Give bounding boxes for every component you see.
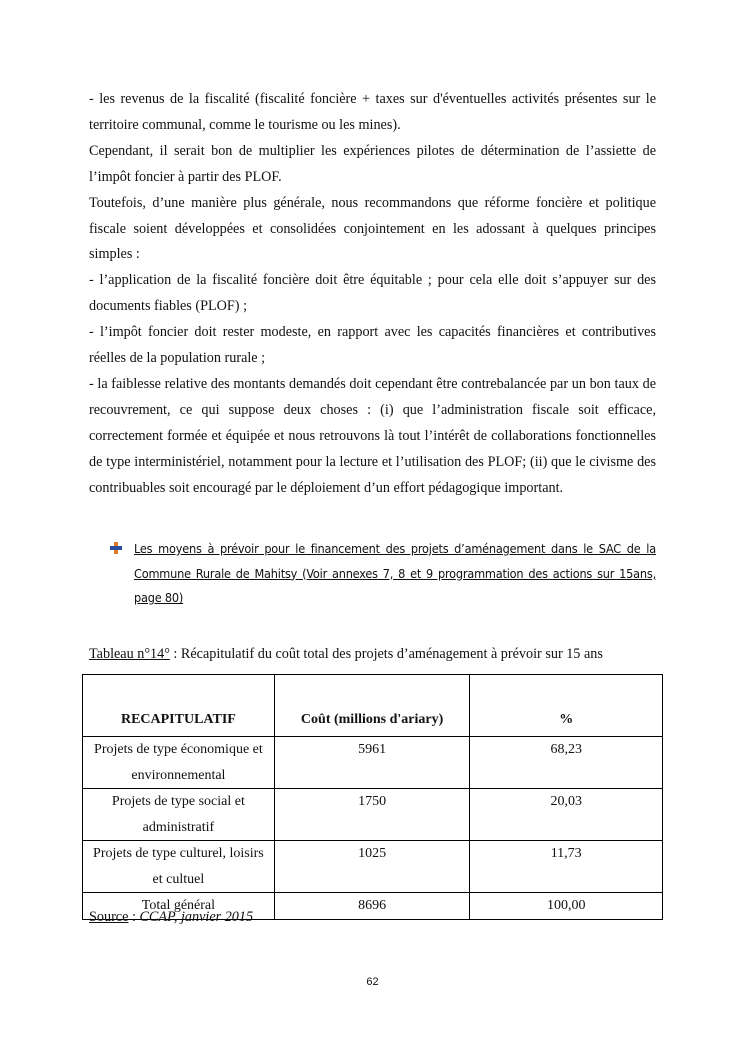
table-header-row [83,675,663,737]
paragraph-toutefois: Toutefois, d’une manière plus générale, nous recommandons que réforme foncière et politique fiscale soient développées et consolidées conjointement en les adossant à quelques principes simples : [89,194,656,263]
header-percent: % [470,675,663,737]
table-caption-text: : Récapitulatif du coût total des projets d’aménagement à prévoir sur 15 ans [169,646,603,662]
header-recapitulatif: RECAPITULATIF [83,675,275,737]
cross-bullet-icon [110,542,124,556]
bullet-text: Les moyens à prévoir pour le financement des projets d’aménagement dans le SAC de la Commune Rurale de Mahitsy (Voir annexes 7, 8 et 9 programmation des actions sur 15ans, page 80) [134,541,656,606]
table-row [83,841,663,893]
row-cost: 1750 [274,789,470,841]
row-label: Projets de type culturel, loisirs et cultuel [83,841,275,893]
page-number: 62 [366,976,379,988]
table-caption-label: Tableau n°14° [89,646,170,662]
row-percent: 20,03 [470,789,663,841]
total-label: Total général [83,893,275,920]
table-caption [89,646,603,663]
row-label: Projets de type social et administratif [83,789,275,841]
paragraph-faiblesse: - la faiblesse relative des montants demandés doit cependant être contrebalancée par un bon taux de recouvrement, ce qui suppose deux choses : (i) que l’administration fiscale soit efficace, correctement formée et équipée et nous retrouvons là tout l’intérêt de collaborations fonctionnelles de type interministériel, notamment pour la lecture et l’utilisation des PLOF; (ii) que le civisme des contribuables soit encouragé par le déploiement d’un effort pédagogique important. [89,375,656,496]
bullet-row [110,537,656,611]
paragraph-impot-modeste: - l’impôt foncier doit rester modeste, en rapport avec les capacités financières et contributives réelles de la population rurale ; [89,324,656,367]
row-cost: 1025 [274,841,470,893]
paragraph-revenus: - les revenus de la fiscalité (fiscalité foncière + taxes sur d'éventuelles activités présentes sur le territoire communal, comme le tourisme ou les mines). [89,91,656,133]
table-row [83,789,663,841]
total-cost: 8696 [274,893,470,920]
row-percent: 68,23 [470,737,663,789]
paragraph-application: - l’application de la fiscalité foncière doit être équitable ; pour cela elle doit s’appuyer sur des documents fiables (PLOF) ; [89,272,656,315]
financing-bullet [110,537,656,611]
row-percent: 11,73 [470,841,663,893]
source-separator: : [128,909,140,925]
body-text [89,87,656,502]
table-source [89,909,253,926]
total-percent: 100,00 [470,893,663,920]
source-text: CCAP, janvier 2015 [139,909,254,925]
paragraph-cependant: Cependant, il serait bon de multiplier les expériences pilotes de détermination de l’assiette de l’impôt foncier à partir des PLOF. [89,142,656,185]
header-cout: Coût (millions d'ariary) [274,675,470,737]
row-label: Projets de type économique et environnemental [83,737,275,789]
row-cost: 5961 [274,737,470,789]
source-label: Source [89,909,129,925]
recap-table [82,674,663,920]
table-row [83,737,663,789]
